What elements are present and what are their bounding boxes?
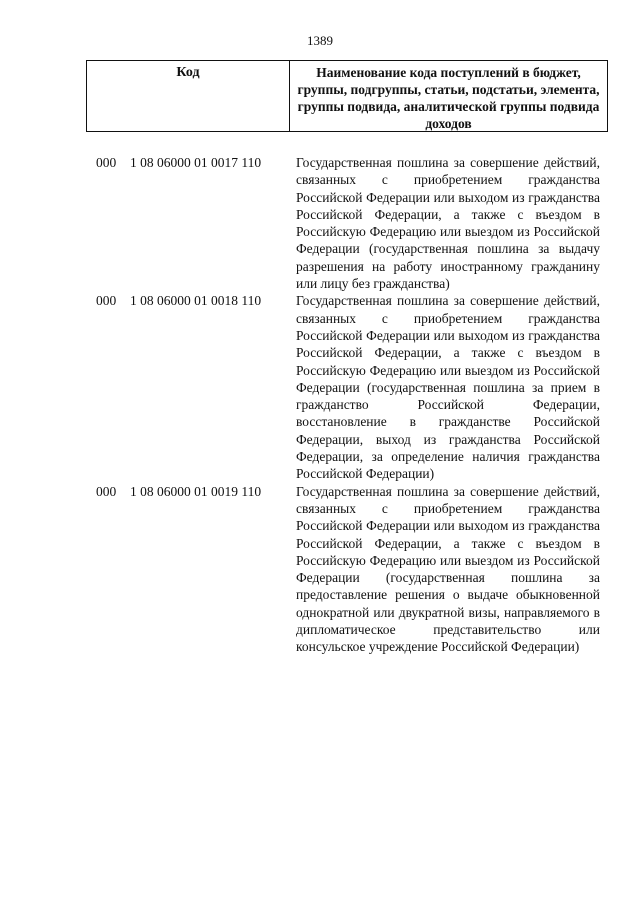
- code-description: Государственная пошлина за совершение действий, связанных с приобретением гражданства Российской Федерации или выходом из гражданства Российской Федерации, а также с въездом в Российскую Федерацию или выездом из Российской Федерации (государственная пошлина за выдачу разрешения на работу иностранному гражданину или лицу без гражданства): [296, 155, 600, 292]
- header-name-cell: Наименование кода поступлений в бюджет, группы, подгруппы, статьи, подстатьи, элемента, группы подвида, аналитической группы подвида доходов: [297, 65, 600, 131]
- table-row: [96, 292, 604, 482]
- code-description: Государственная пошлина за совершение действий, связанных с приобретением гражданства Российской Федерации или выходом из гражданства Российской Федерации, а также с въездом в Российскую Федерацию или выездом из Российской Федерации (государственная пошлина за прием в гражданство Российской Федерации, восстановление в гражданстве Российской Федерации, выход из гражданства Российской Федерации, за определение наличия гражданства Российской Федерации): [296, 293, 600, 482]
- budget-code: 1 08 06000 01 0018 110: [130, 293, 262, 309]
- header-code-cell: Код: [87, 61, 290, 131]
- income-code-list: [96, 154, 604, 656]
- admin-code: 000: [96, 483, 117, 499]
- table-row: [96, 483, 604, 656]
- table-row: [96, 154, 604, 292]
- table-header: [86, 60, 608, 132]
- page-number: 1389: [307, 33, 333, 48]
- admin-code: 000: [96, 155, 117, 170]
- budget-code: 1 08 06000 01 0019 110: [130, 483, 262, 499]
- admin-code: 000: [96, 293, 117, 309]
- budget-code: 1 08 06000 01 0017 110: [130, 155, 262, 170]
- code-description: Государственная пошлина за совершение действий, связанных с приобретением гражданства Российской Федерации или выходом из гражданства Российской Федерации, а также с въездом в Российскую Федерацию или выездом из Российской Федерации (государственная пошлина за предоставление решения о выдаче обыкновенной однократной или двукратной визы, направляемого в дипломатическое представительство или консульское учреждение Российской Федерации): [296, 483, 600, 655]
